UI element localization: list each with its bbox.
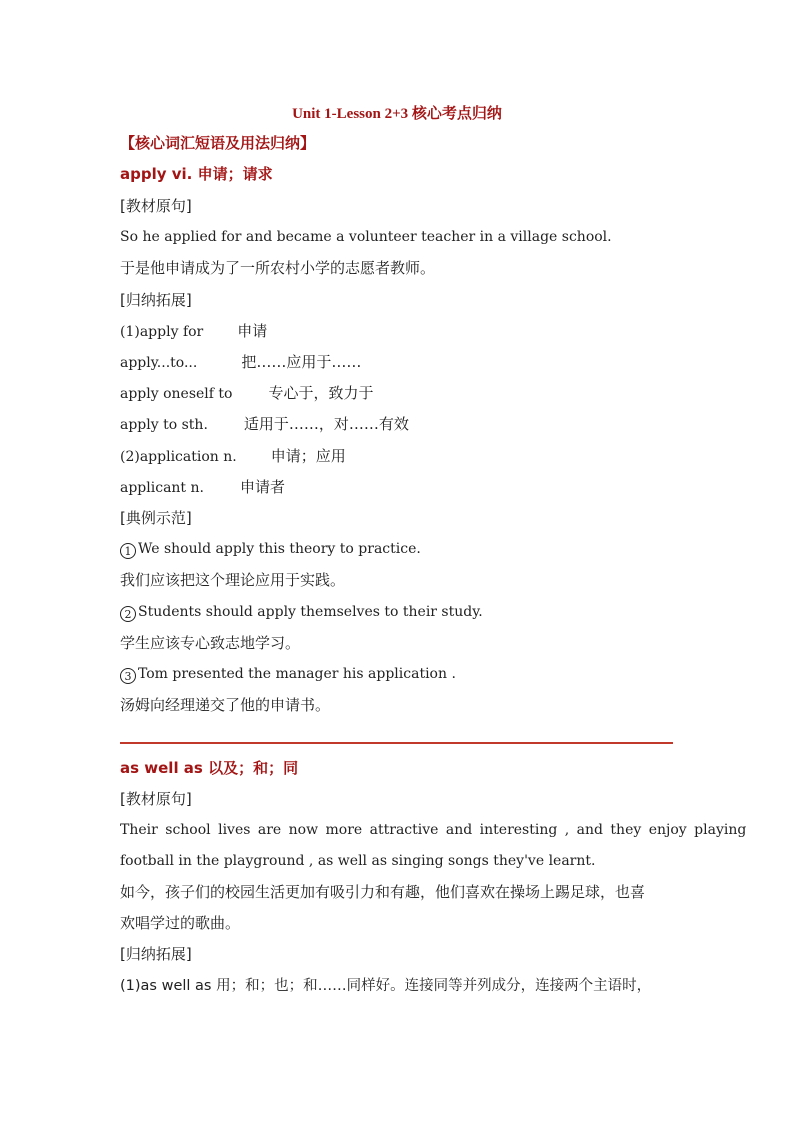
expand-item (120, 383, 374, 404)
expand-item (120, 446, 346, 467)
example-en (120, 602, 483, 622)
expand-item-en: apply oneself to (120, 386, 233, 402)
source-sentence-en: So he applied for and became a volunteer teacher in a village school. (120, 229, 612, 245)
expand-item (120, 352, 361, 373)
example-cn: 我们应该把这个理论应用于实践。 (120, 571, 346, 589)
expand-item-en: (2)application n. (120, 449, 237, 465)
source-sentence-cn: 欢唱学过的歌曲。 (120, 914, 241, 932)
example-cn: 学生应该专心致志地学习。 (120, 634, 301, 652)
expand-item (120, 321, 267, 342)
source-sentence-en: football in the playground , as well as singing songs they've learnt. (120, 853, 596, 869)
tag-examples: [典例示范] (120, 509, 192, 527)
source-sentence-cn: 于是他申请成为了一所农村小学的志愿者教师。 (120, 259, 436, 277)
example-cn: 汤姆向经理递交了他的申请书。 (120, 696, 331, 714)
example-text: We should apply this theory to practice. (138, 541, 421, 557)
expand-item-en: apply to sth. (120, 417, 208, 433)
expand-item-en: apply...to... (120, 355, 198, 371)
example-text: Students should apply themselves to their study. (138, 604, 483, 620)
expand-item-cn: 适用于……，对……有效 (243, 415, 409, 433)
entry-as-well-as-heading: as well as 以及；和；同 (120, 759, 299, 777)
expand-item (120, 414, 409, 435)
circled-number: 2 (120, 606, 136, 622)
expand-item-cn: 申请 (237, 322, 268, 340)
expand-item-cn: 把……应用于…… (241, 353, 362, 371)
tag-expand: [归纳拓展] (120, 291, 192, 309)
circled-number: 1 (120, 543, 136, 559)
expand-item: (1)as well as 用；和；也；和……同样好。连接同等并列成分，连接两个主语时， (120, 978, 652, 994)
section-divider (120, 742, 673, 744)
expand-item (120, 477, 285, 498)
example-en (120, 664, 456, 684)
expand-item-cn: 申请者 (239, 478, 285, 496)
circled-number: 3 (120, 668, 136, 684)
source-sentence-cn: 如今，孩子们的校园生活更加有吸引力和有趣，他们喜欢在操场上踢足球，也喜 (120, 883, 646, 901)
tag-expand: [归纳拓展] (120, 945, 192, 963)
tag-source-sentence: [教材原句] (120, 197, 192, 215)
expand-item-cn: 申请；应用 (270, 447, 346, 465)
entry-apply-heading: apply vi. 申请；请求 (120, 165, 273, 183)
tag-source-sentence: [教材原句] (120, 790, 192, 808)
expand-item-en: applicant n. (120, 480, 204, 496)
expand-item-cn: 专心于，致力于 (268, 384, 374, 402)
source-sentence-en: Their school lives are now more attractive and interesting , and they enjoy playing (120, 822, 747, 838)
expand-item-en: (1)apply for (120, 324, 204, 340)
example-text: Tom presented the manager his application . (138, 666, 456, 682)
page-title: Unit 1-Lesson 2+3 核心考点归纳 (292, 106, 502, 122)
example-en (120, 539, 421, 559)
section-heading: 【核心词汇短语及用法归纳】 (120, 134, 316, 152)
